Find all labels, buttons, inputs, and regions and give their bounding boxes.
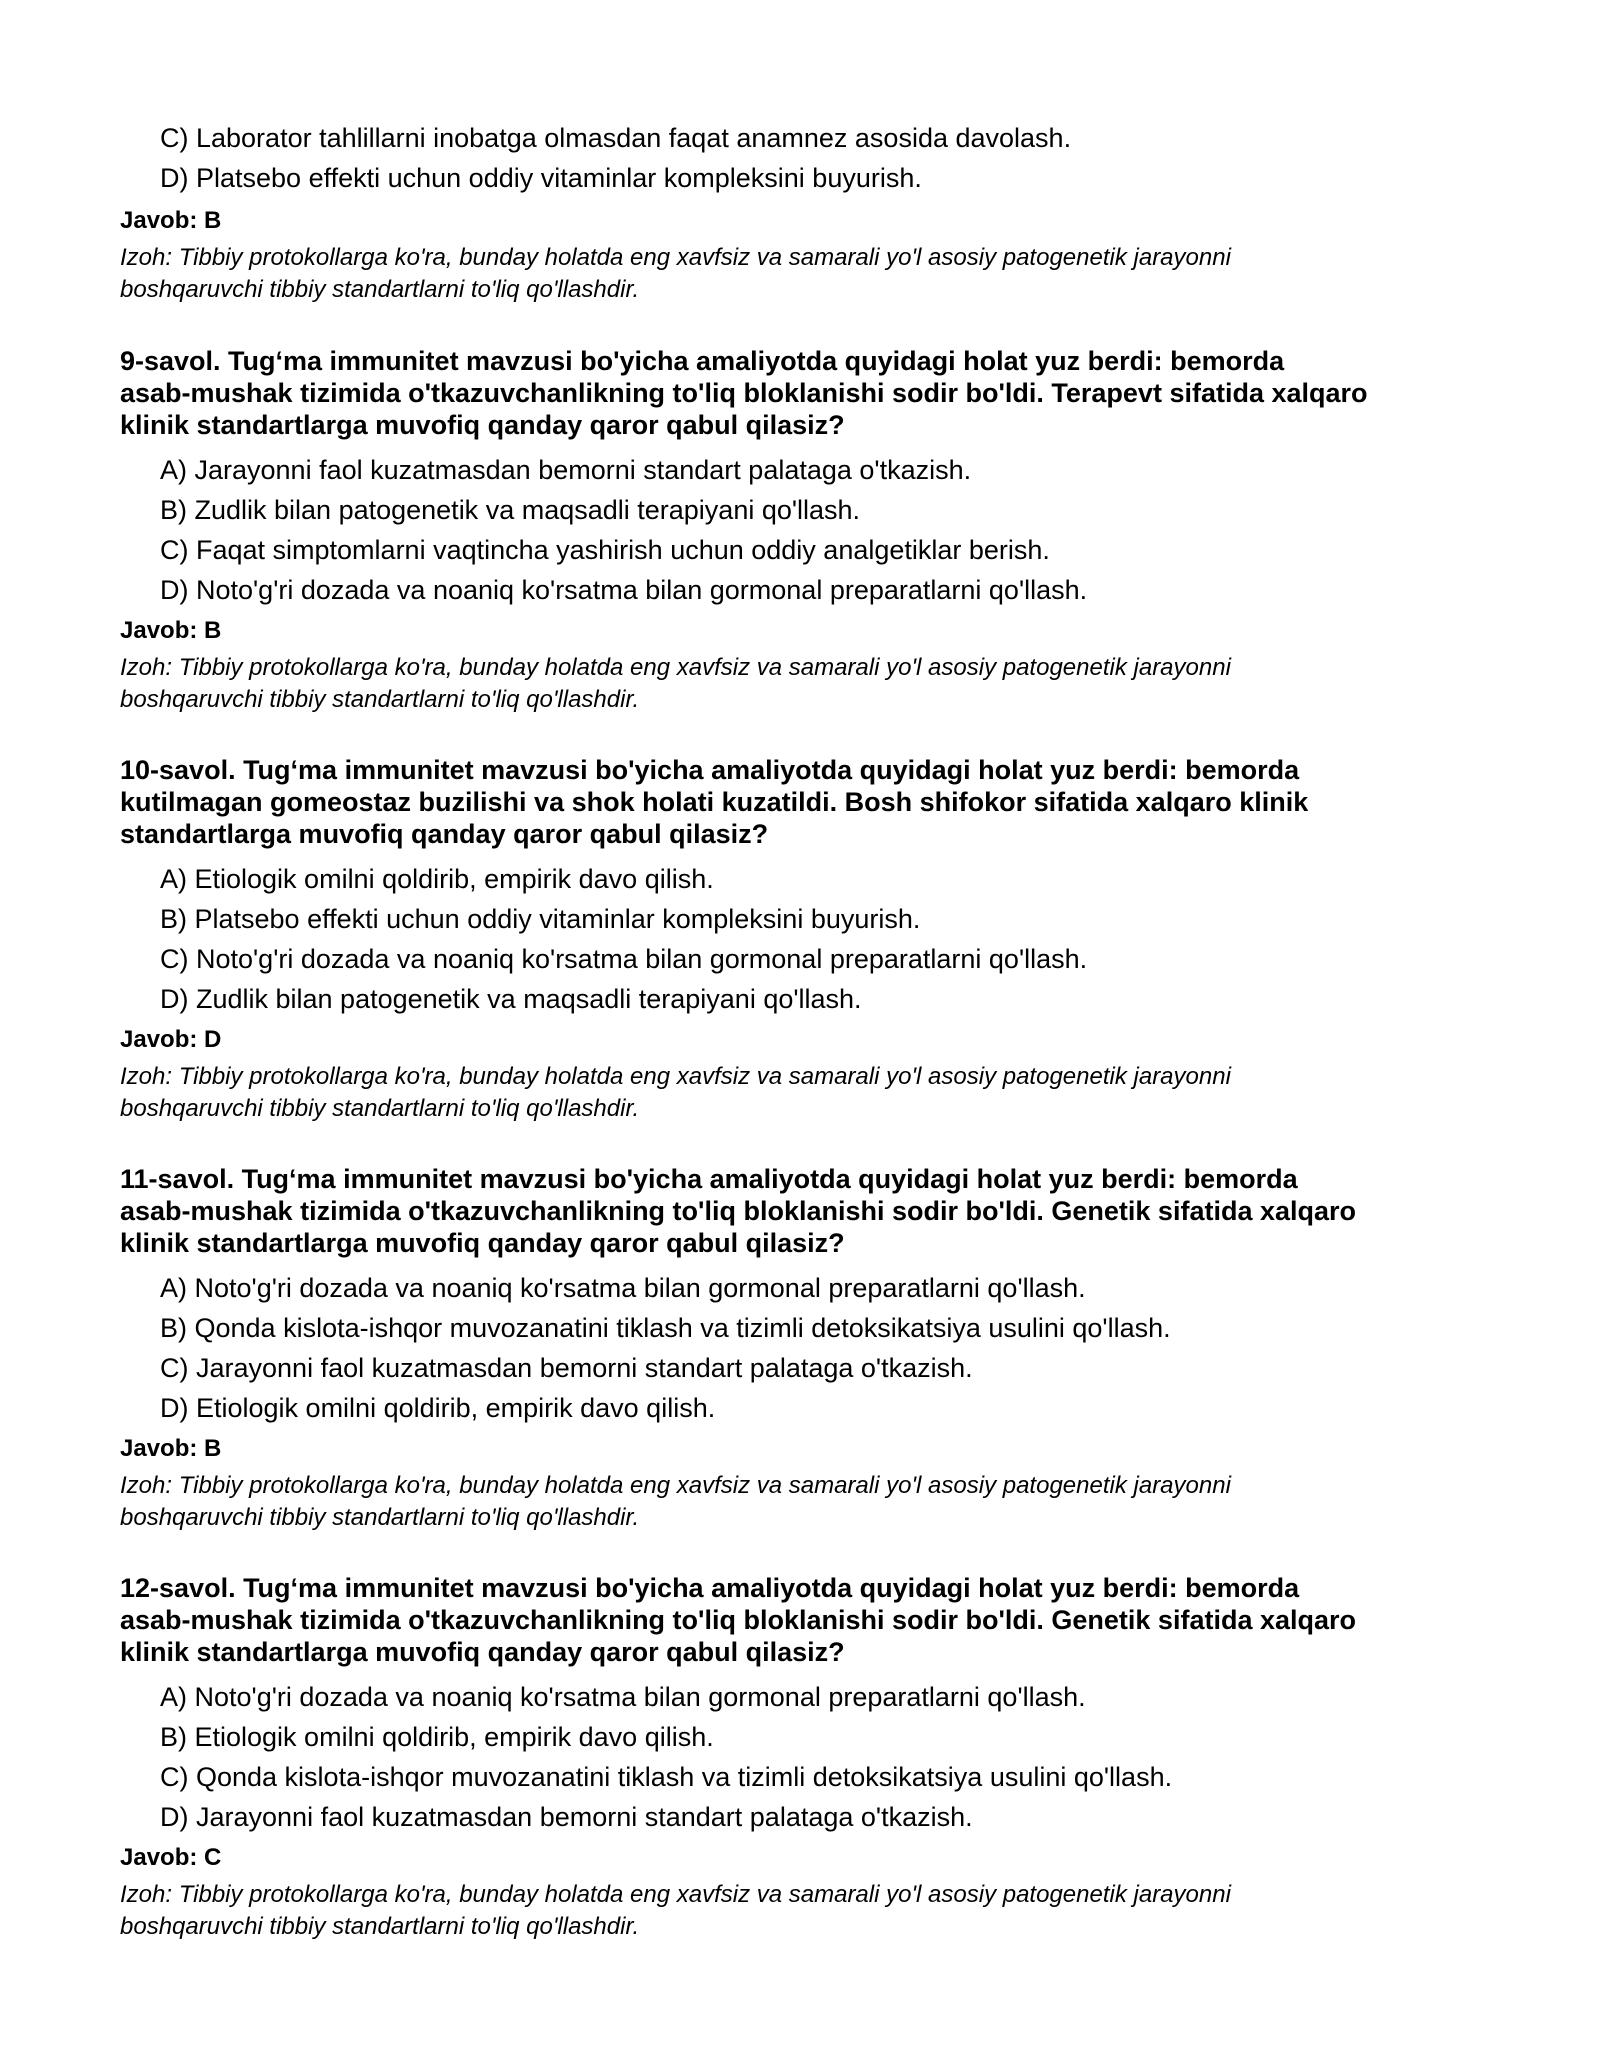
- options-list: [160, 859, 1460, 1019]
- question-text: [120, 1163, 1480, 1259]
- option-a: A) Noto'g'ri dozada va noaniq ko'rsatma bilan gormonal preparatlarni qo'llash.: [160, 1682, 1086, 1712]
- question-line: standartlarga muvofiq qanday qaror qabul qilasiz?: [120, 819, 769, 849]
- question-line: asab-mushak tizimida o'tkazuvchanlikning to'liq bloklanishi sodir bo'ldi. Genetik sifatida xalqaro: [120, 1196, 1357, 1226]
- note-line: Izoh: Tibbiy protokollarga ko'ra, bunday holatda eng xavfsiz va samarali yo'l asosiy patogenetik jarayonni: [120, 654, 1231, 681]
- explanation-note: [120, 652, 1460, 716]
- question-text: [120, 1572, 1480, 1668]
- options-list: [160, 118, 1460, 198]
- option-b: B) Etiologik omilni qoldirib, empirik davo qilish.: [160, 1722, 714, 1752]
- note-line: Izoh: Tibbiy protokollarga ko'ra, bunday holatda eng xavfsiz va samarali yo'l asosiy patogenetik jarayonni: [120, 1881, 1231, 1908]
- question-line: asab-mushak tizimida o'tkazuvchanlikning to'liq bloklanishi sodir bo'ldi. Terapevt sifatida xalqaro: [120, 378, 1368, 408]
- question-text: [120, 754, 1480, 850]
- option-a: A) Noto'g'ri dozada va noaniq ko'rsatma bilan gormonal preparatlarni qo'llash.: [160, 1273, 1086, 1303]
- option-d: D) Jarayonni faol kuzatmasdan bemorni standart palataga o'tkazish.: [160, 1802, 973, 1832]
- question-line: 9-savol. Tug‘ma immunitet mavzusi bo'yicha amaliyotda quyidagi holat yuz berdi: bemorda: [120, 346, 1285, 376]
- note-line: boshqaruvchi tibbiy standartlarni to'liq qo'llashdir.: [120, 686, 640, 713]
- option-a: A) Etiologik omilni qoldirib, empirik davo qilish.: [160, 864, 714, 894]
- question-line: asab-mushak tizimida o'tkazuvchanlikning to'liq bloklanishi sodir bo'ldi. Genetik sifatida xalqaro: [120, 1605, 1357, 1635]
- option-b: B) Platsebo effekti uchun oddiy vitaminlar kompleksini buyurish.: [160, 904, 921, 934]
- explanation-note: [120, 1470, 1460, 1534]
- note-line: boshqaruvchi tibbiy standartlarni to'liq qo'llashdir.: [120, 1095, 640, 1122]
- option-c: C) Laborator tahlillarni inobatga olmasdan faqat anamnez asosida davolash.: [160, 123, 1072, 153]
- option-a: A) Jarayonni faol kuzatmasdan bemorni standart palataga o'tkazish.: [160, 455, 972, 485]
- option-d: D) Etiologik omilni qoldirib, empirik davo qilish.: [160, 1393, 716, 1423]
- note-line: Izoh: Tibbiy protokollarga ko'ra, bunday holatda eng xavfsiz va samarali yo'l asosiy patogenetik jarayonni: [120, 1472, 1231, 1499]
- note-line: boshqaruvchi tibbiy standartlarni to'liq qo'llashdir.: [120, 1913, 640, 1940]
- options-list: [160, 450, 1460, 610]
- note-line: Izoh: Tibbiy protokollarga ko'ra, bunday holatda eng xavfsiz va samarali yo'l asosiy patogenetik jarayonni: [120, 1063, 1231, 1090]
- answer-label: Javob: B: [120, 207, 222, 234]
- option-c: C) Faqat simptomlarni vaqtincha yashirish uchun oddiy analgetiklar berish.: [160, 535, 1050, 565]
- option-c: C) Noto'g'ri dozada va noaniq ko'rsatma bilan gormonal preparatlarni qo'llash.: [160, 944, 1088, 974]
- option-d: D) Zudlik bilan patogenetik va maqsadli terapiyani qo'llash.: [160, 984, 862, 1014]
- option-b: B) Qonda kislota-ishqor muvozanatini tiklash va tizimli detoksikatsiya usulini qo'llash.: [160, 1313, 1171, 1343]
- answer-label: Javob: D: [120, 1026, 222, 1053]
- explanation-note: [120, 1879, 1460, 1943]
- answer-label: Javob: C: [120, 1844, 222, 1871]
- explanation-note: [120, 242, 1460, 306]
- question-line: kutilmagan gomeostaz buzilishi va shok holati kuzatildi. Bosh shifokor sifatida xalqaro klinik: [120, 787, 1309, 817]
- question-text: [120, 345, 1480, 441]
- note-line: boshqaruvchi tibbiy standartlarni to'liq qo'llashdir.: [120, 1504, 640, 1531]
- question-line: klinik standartlarga muvofiq qanday qaror qabul qilasiz?: [120, 410, 845, 440]
- explanation-note: [120, 1061, 1460, 1125]
- question-line: 10-savol. Tug‘ma immunitet mavzusi bo'yicha amaliyotda quyidagi holat yuz berdi: bemorda: [120, 755, 1300, 785]
- answer-label: Javob: B: [120, 617, 222, 644]
- options-list: [160, 1268, 1460, 1428]
- note-line: boshqaruvchi tibbiy standartlarni to'liq qo'llashdir.: [120, 276, 640, 303]
- question-line: klinik standartlarga muvofiq qanday qaror qabul qilasiz?: [120, 1637, 845, 1667]
- options-list: [160, 1677, 1460, 1837]
- question-line: klinik standartlarga muvofiq qanday qaror qabul qilasiz?: [120, 1228, 845, 1258]
- answer-label: Javob: B: [120, 1435, 222, 1462]
- question-line: 11-savol. Tug‘ma immunitet mavzusi bo'yicha amaliyotda quyidagi holat yuz berdi: bemorda: [120, 1164, 1298, 1194]
- option-c: C) Jarayonni faol kuzatmasdan bemorni standart palataga o'tkazish.: [160, 1353, 973, 1383]
- option-d: D) Noto'g'ri dozada va noaniq ko'rsatma bilan gormonal preparatlarni qo'llash.: [160, 575, 1088, 605]
- question-line: 12-savol. Tug‘ma immunitet mavzusi bo'yicha amaliyotda quyidagi holat yuz berdi: bemorda: [120, 1573, 1300, 1603]
- note-line: Izoh: Tibbiy protokollarga ko'ra, bunday holatda eng xavfsiz va samarali yo'l asosiy patogenetik jarayonni: [120, 244, 1231, 271]
- option-b: B) Zudlik bilan patogenetik va maqsadli terapiyani qo'llash.: [160, 495, 861, 525]
- option-c: C) Qonda kislota-ishqor muvozanatini tiklash va tizimli detoksikatsiya usulini qo'llash.: [160, 1762, 1173, 1792]
- option-d: D) Platsebo effekti uchun oddiy vitaminlar kompleksini buyurish.: [160, 163, 922, 193]
